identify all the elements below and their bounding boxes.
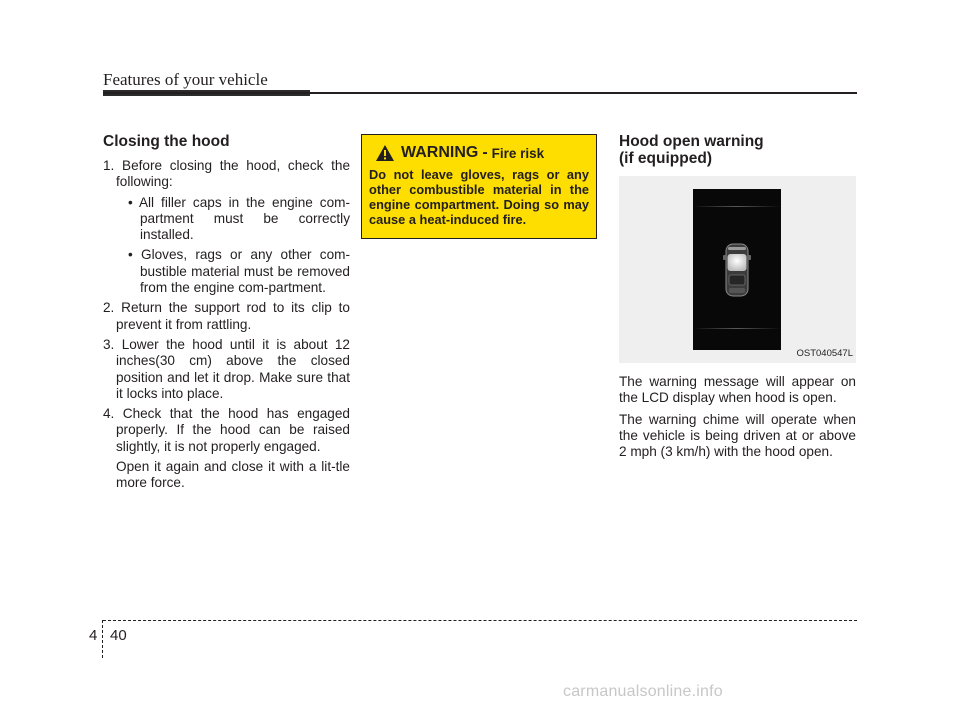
warning-body: Do not leave gloves, rags or any other combustible material in the engine compartment. Doing so may cause a heat-induced fire. [369, 167, 589, 227]
hood-warning-para-2: The warning chime will operate when the vehicle is being driven at or above 2 mph (3 km/h) with the hood open. [619, 411, 856, 460]
footer-rule [103, 620, 857, 621]
hood-warning-title [619, 133, 856, 167]
closing-hood-title: Closing the hood [103, 133, 230, 150]
bullet-1: • All filler caps in the engine com-partment must be correctly installed. [128, 194, 350, 243]
fire-risk-warning-box [361, 134, 597, 239]
warning-triangle-icon [375, 144, 395, 162]
step-3: 3. Lower the hood until it is about 12 inches(30 cm) above the closed position and let it drop. Make sure that it locks into place. [103, 336, 350, 401]
step-2: 2. Return the support rod to its clip to prevent it from rattling. [103, 300, 350, 332]
step-4: 4. Check that the hood has engaged properly. If the hood can be raised slightly, it is not properly engaged. [103, 406, 350, 454]
bullet-2: • Gloves, rags or any other com-bustible material must be removed from the engine com-partment. [128, 247, 350, 296]
warning-word: WARNING [401, 144, 479, 161]
figure-code: OST040547L [796, 348, 853, 359]
header-rule [103, 92, 857, 94]
hood-warning-title-line2: (if equipped) [619, 150, 712, 167]
hood-warning-title-line1: Hood open warning [619, 133, 764, 150]
hood-warning-figure [619, 176, 856, 363]
header-title: Features of your vehicle [103, 70, 268, 89]
chapter-number: 4 [89, 627, 98, 644]
warning-heading [369, 141, 589, 165]
car-top-view-icon [693, 189, 781, 350]
watermark: carmanualsonline.info [563, 683, 723, 700]
closing-hood-section [103, 133, 350, 496]
step-1-text: 1. Before closing the hood, check the following: [103, 158, 350, 190]
check-bullets [116, 195, 350, 297]
footer-divider [102, 620, 103, 658]
lcd-display [693, 189, 781, 350]
closing-steps [103, 158, 350, 455]
warning-type: Fire risk [491, 145, 545, 161]
warning-separator: - [482, 144, 488, 161]
closing-note: Open it again and close it with a lit-tle more force. [116, 459, 350, 491]
step-1 [103, 158, 350, 296]
page-number: 40 [110, 627, 127, 644]
hood-warning-para-1: The warning message will appear on the LCD display when hood is open. [619, 374, 856, 406]
